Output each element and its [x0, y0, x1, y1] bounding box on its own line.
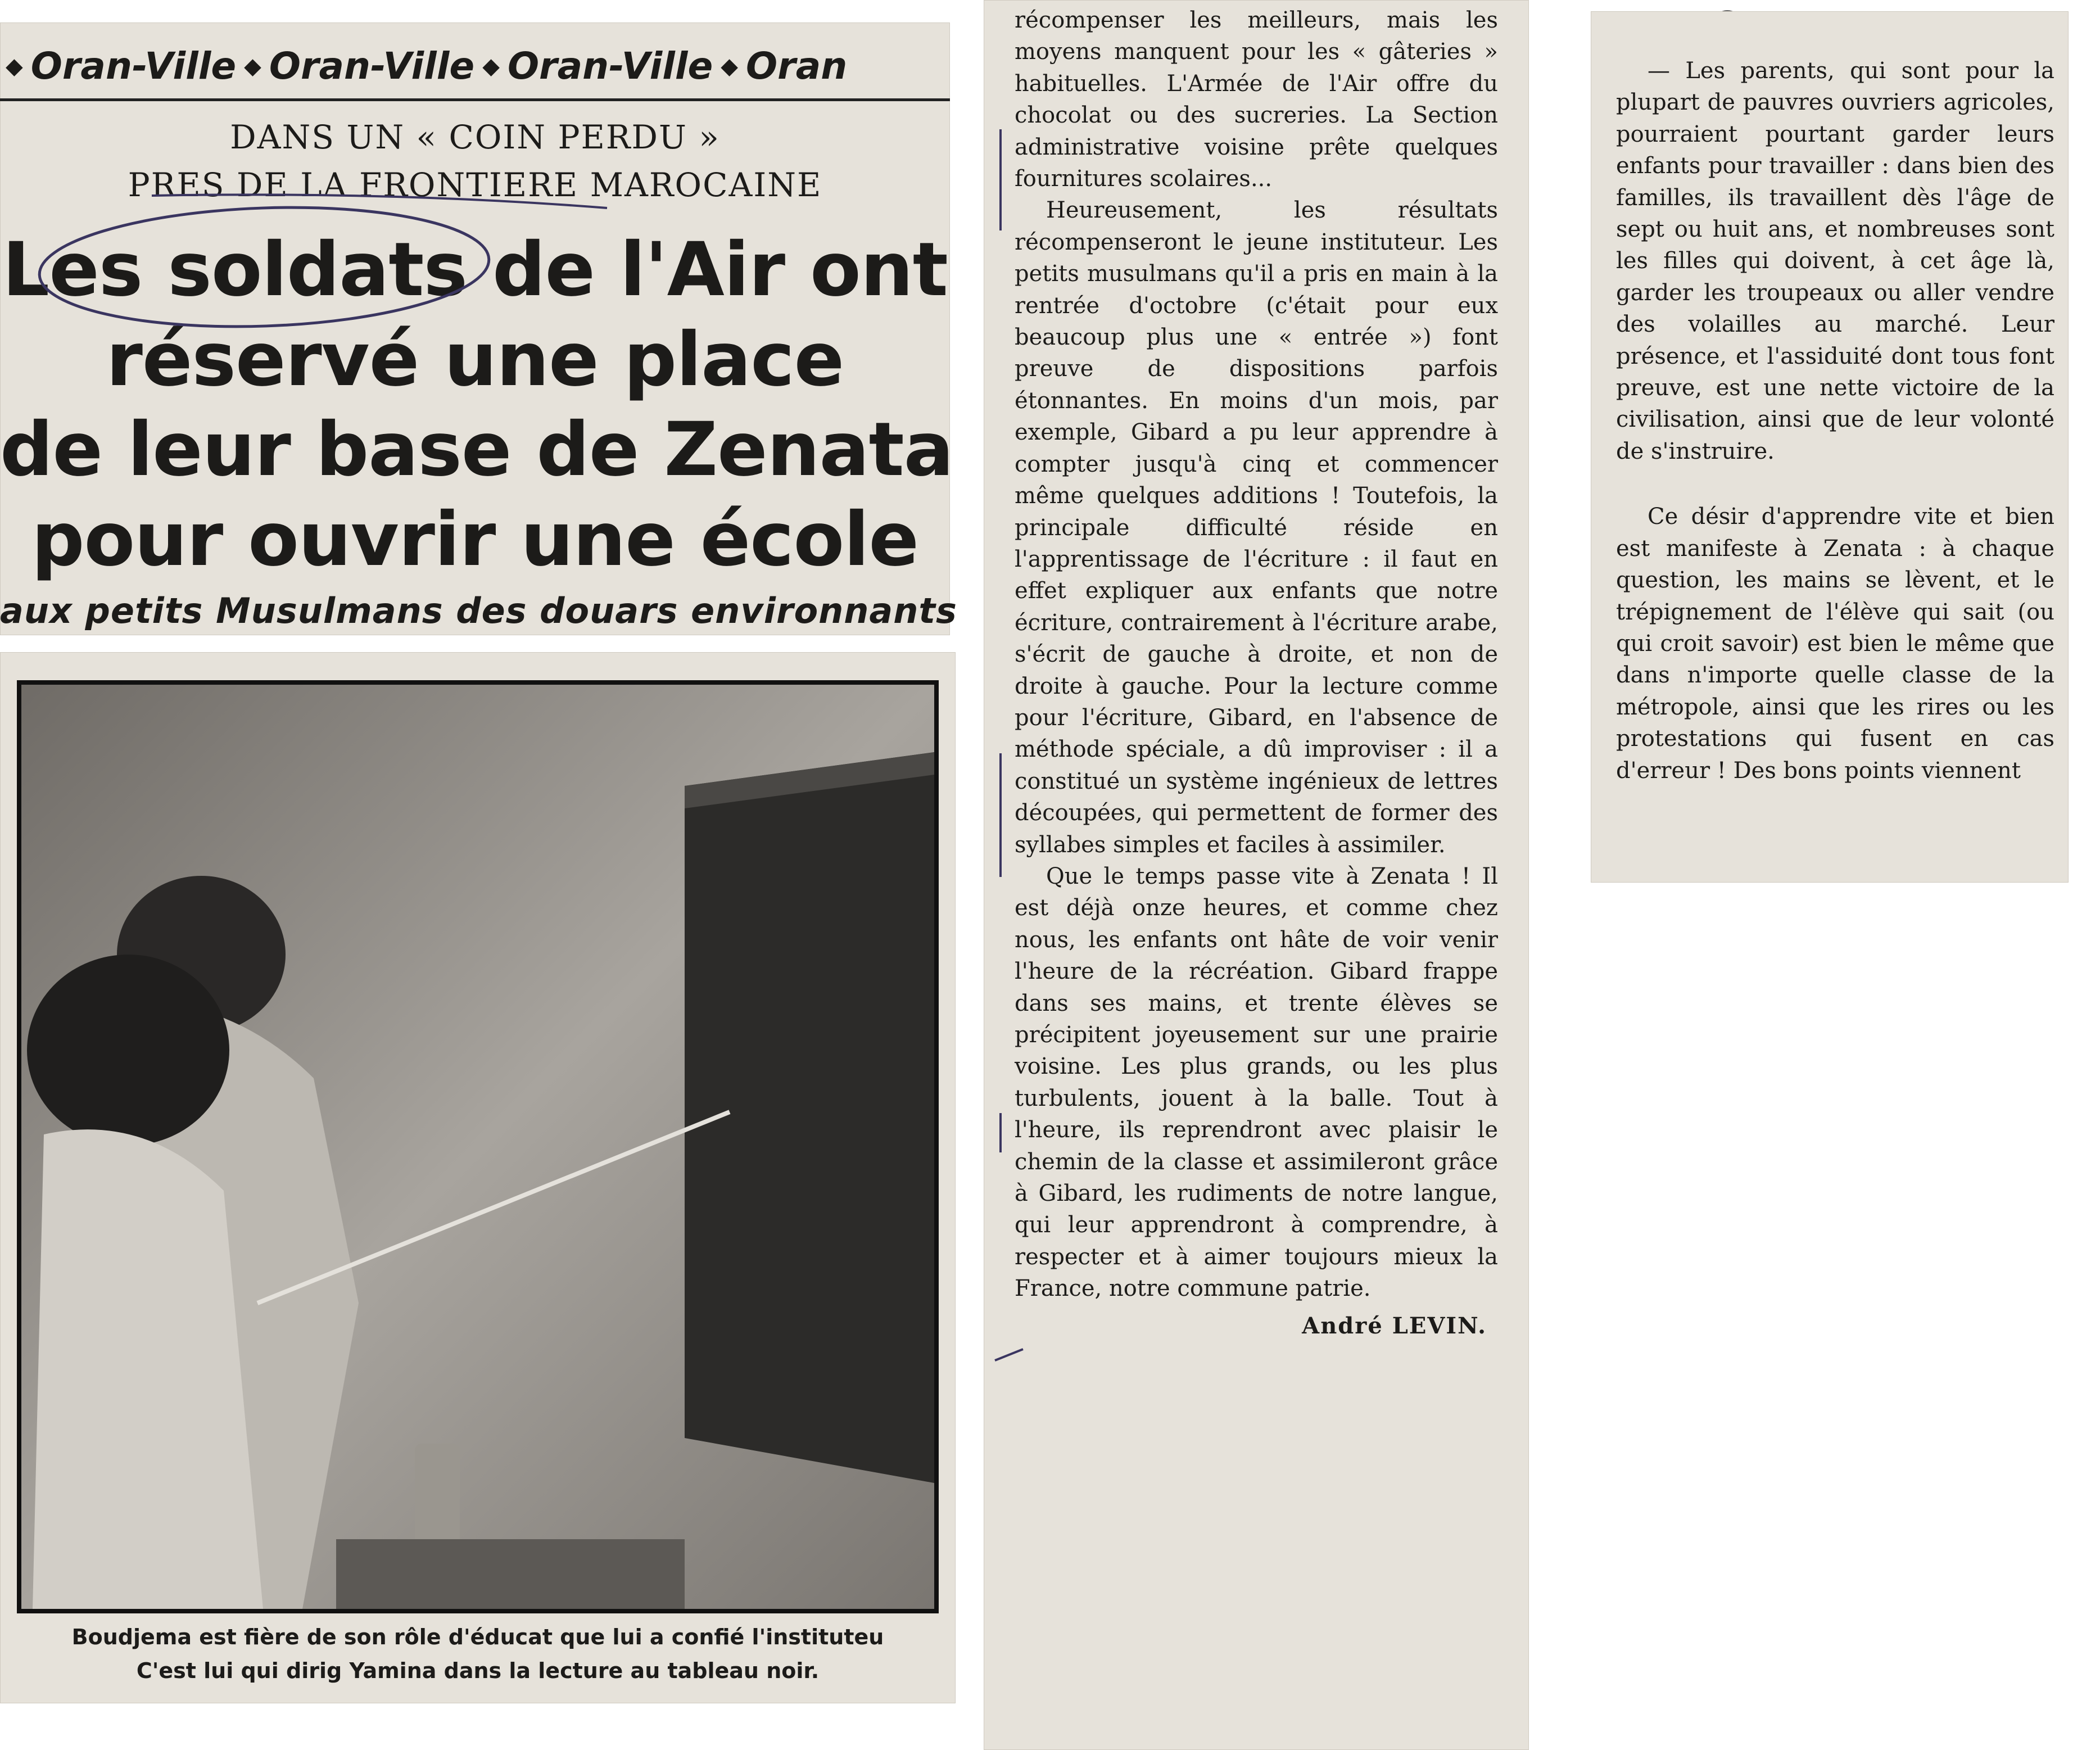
section-kicker	[0, 34, 950, 101]
diamond-icon: ◆	[721, 53, 739, 79]
photo-caption-line: Boudjema est fière de son rôle d'éducat que lui a confié l'instituteu	[71, 1625, 884, 1649]
kicker-text: Oran-Ville	[269, 44, 475, 88]
photo-clipping	[0, 652, 956, 1703]
classroom-photo-image	[21, 685, 934, 1609]
article-paragraph: Ce désir d'apprendre vite et bien est manifeste à Zenata : à chaque question, les mains se lèvent, et le trépignement de l'élève qui sait (ou qui croit savoir) est bien le même que dans n'importe quelle classe de la métropole, ainsi que les rires ou les protestations qui fusent en cas d'erreur ! Des bons points viennent	[1616, 504, 2054, 784]
classroom-photo	[17, 680, 939, 1613]
article-paragraph: Que le temps passe vite à Zenata ! Il est déjà onze heures, et comme chez nous, les enfants ont hâte de voir venir l'heure de la récréation. Gibard frappe dans ses mains, et trente élèves se précipitent joyeusement sur une prairie voisine. Les plus grands, ou les plus turbulents, jouent à la balle. Tout à l'heure, ils reprendront avec plaisir le chemin de la classe et assimileront grâce à Gibard, les rudiments de notre langue, qui leur apprendront à comprendre, à respecter et à aimer toujours mieux la France, notre commune patrie.	[1015, 863, 1498, 1302]
article-paragraph: Heureusement, les résultats récompenseront le jeune instituteur. Les petits musulmans qu'il a pris en main à la rentrée d'octobre (c'était pour eux beaucoup plus une « entrée ») font preuve de dispositions parfois étonnantes. En moins d'un mois, par exemple, Gibard a pu leur apprendre à compter jusqu'à cinq et commencer même quelques additions ! Toutefois, la principale difficulté réside en l'apprentissage de l'écriture : il faut en effet expliquer aux enfants que notre écriture, contrairement à l'écriture arabe, s'écrit de gauche à droite, et non de droite à gauche. Pour la lecture comme pour l'écriture, Gibard, en l'absence de méthode spéciale, a dû improviser : il a constitué un système ingénieux de lettres découpées, qui permettent de former des syllabes simples et faciles à assimiler.	[1015, 197, 1498, 858]
diamond-icon: ◆	[6, 53, 23, 79]
article-column-1-clipping	[984, 0, 1529, 1750]
kicker-text: Oran-Ville	[30, 44, 237, 88]
article-column-2	[1616, 55, 2054, 786]
kicker-text: Oran-Ville	[507, 44, 713, 88]
article-paragraph: — Les parents, qui sont pour la plupart de pauvres ouvriers agricoles, pourraient pourtant garder leurs enfants pour travailler : dans bien des familles, ils travaillent dès l'âge de sept ou huit ans, et nombreuses sont les filles qui doivent, à cet âge là, garder les troupeaux ou aller vendre des volailles au marché. Leur présence, et l'assiduité dont tous font preuve, est une nette victoire de la civilisation, ainsi que de leur volonté de s'instruire.	[1616, 58, 2054, 464]
article-column-1	[1015, 4, 1498, 1342]
pre-headline-line: PRES DE LA FRONTIERE MAROCAINE	[128, 166, 822, 204]
headline-line: de leur base de Zenata	[0, 406, 953, 493]
diamond-icon: ◆	[244, 53, 261, 79]
photo-caption-line: C'est lui qui dirig Yamina dans la lecture au tableau noir.	[136, 1658, 820, 1683]
headline-line: réservé une place	[106, 316, 844, 403]
article-paragraph: récompenser les meilleurs, mais les moyens manquent pour les « gâteries » habituelles. L'Armée de l'Air offre du chocolat ou des sucreries. La Section administrative voisine prête quelques fournitures scolaires...	[1015, 7, 1498, 192]
kicker-text: Oran	[746, 44, 848, 88]
headline-line: pour ouvrir une école	[31, 496, 918, 583]
headline-line: Les soldats de l'Air ont	[2, 227, 948, 313]
headline-clipping	[0, 22, 957, 635]
pre-headline-line: DANS UN « COIN PERDU »	[230, 118, 720, 156]
deck-subheadline: aux petits Musulmans des douars environnants	[0, 590, 957, 631]
author-signature: André LEVIN.	[1302, 1312, 1487, 1339]
diamond-icon: ◆	[482, 53, 500, 79]
article-column-2-clipping	[1591, 11, 2069, 883]
